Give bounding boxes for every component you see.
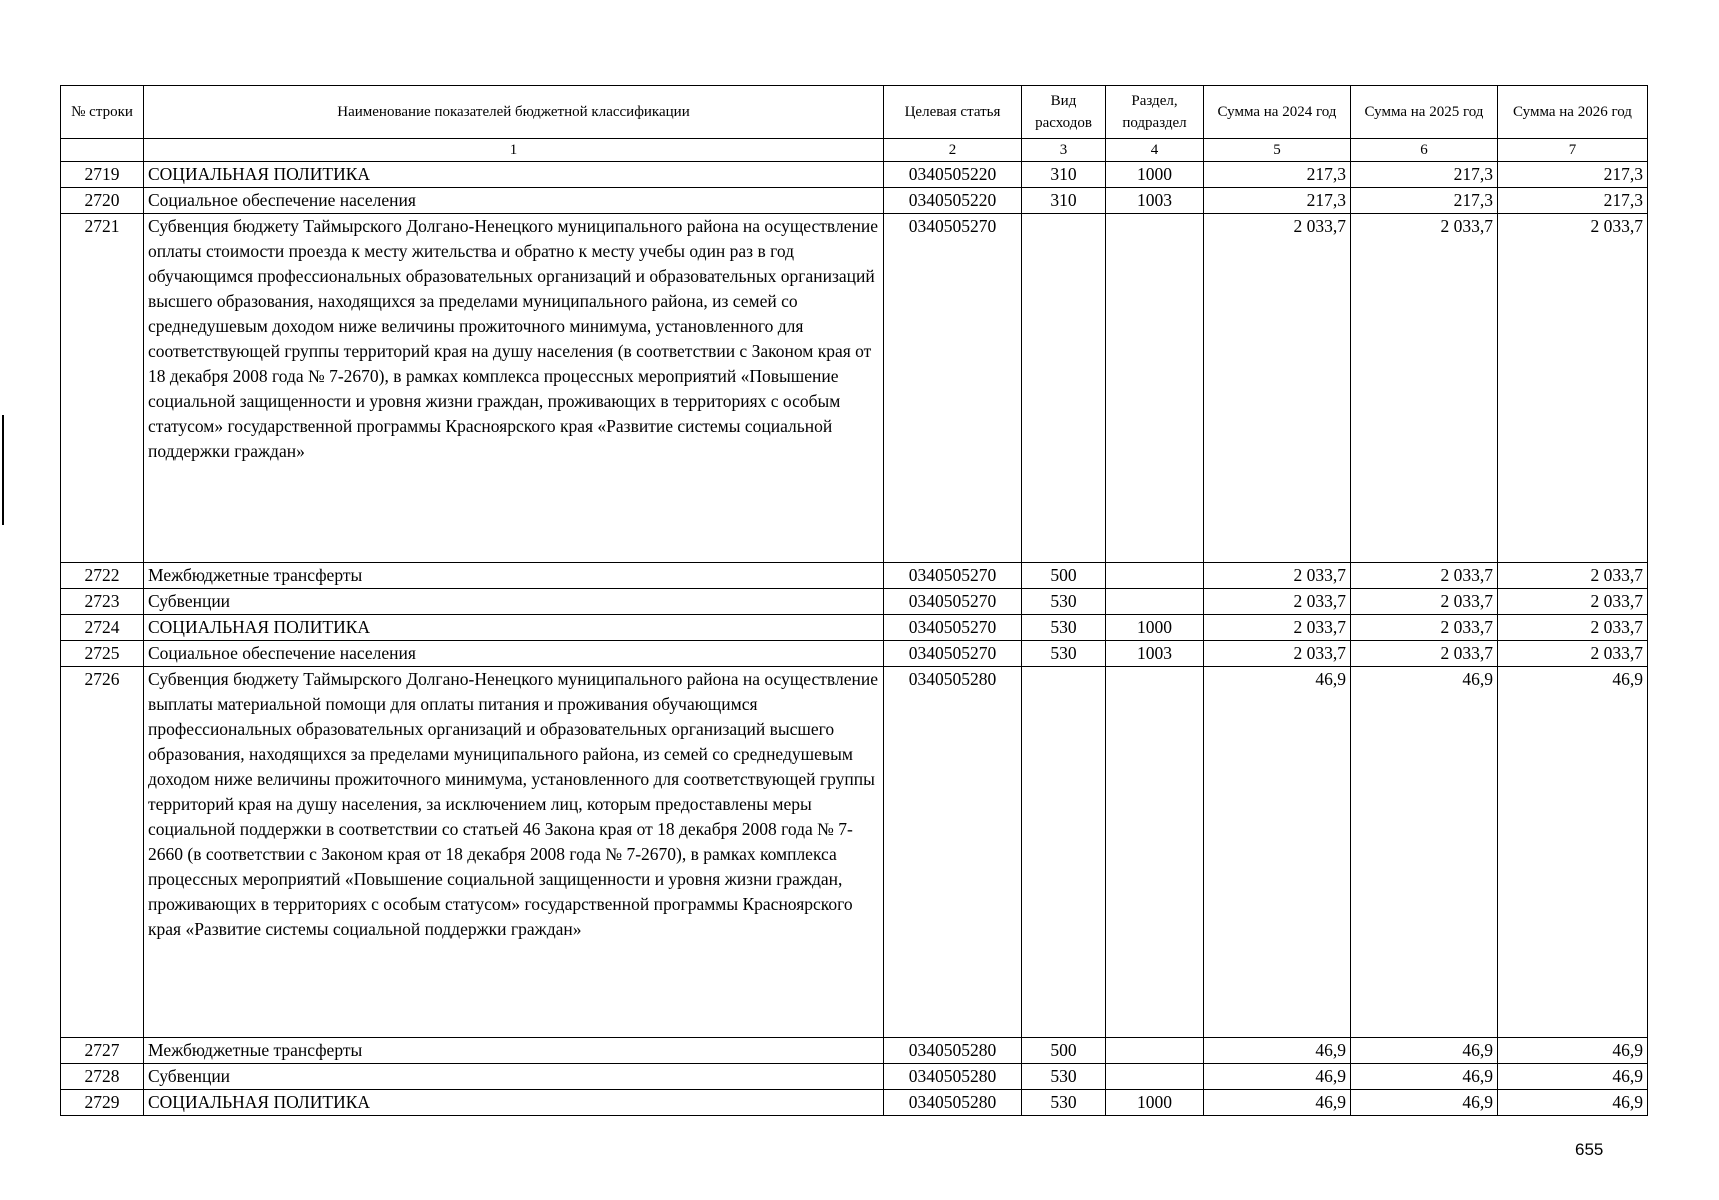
row-section xyxy=(1106,214,1204,563)
row-sum-2024: 217,3 xyxy=(1204,162,1351,188)
row-sum-2026: 46,9 xyxy=(1498,667,1648,1038)
row-sum-2025: 46,9 xyxy=(1351,667,1498,1038)
row-sum-2025: 2 033,7 xyxy=(1351,641,1498,667)
row-section: 1003 xyxy=(1106,641,1204,667)
row-sum-2025: 2 033,7 xyxy=(1351,615,1498,641)
row-target-code: 0340505270 xyxy=(884,563,1022,589)
row-name: Субвенция бюджету Таймырского Долгано-Ненецкого муниципального района на осуществление выплаты материальной помощи для оплаты питания и проживания обучающимся профессиональных образовательных организаций и образовательных организаций высшего образования, находящихся за пределами муниципального района, из семей со среднедушевым доходом ниже величины прожиточного минимума, установленного для соответствующей группы территорий края на душу населения, за исключением лиц, которым предоставлены меры социальной поддержки в соответствии со статьей 46 Закона края от 18 декабря 2008 года № 7-2660 (в соответствии с Законом края от 18 декабря 2008 года № 7-2670), в рамках комплекса процессных мероприятий «Повышение социальной защищенности и уровня жизни граждан, проживающих в территориях с особым статусом» государственной программы Красноярского края «Развитие системы социальной поддержки граждан» xyxy=(144,667,884,1038)
row-expense-type: 530 xyxy=(1022,641,1106,667)
table-row xyxy=(61,214,1648,563)
row-sum-2024: 2 033,7 xyxy=(1204,563,1351,589)
column-number: 6 xyxy=(1351,139,1498,162)
table-row xyxy=(61,615,1648,641)
table-row xyxy=(61,563,1648,589)
row-expense-type: 500 xyxy=(1022,563,1106,589)
row-number: 2721 xyxy=(61,214,144,563)
header-name: Наименование показателей бюджетной классификации xyxy=(144,86,884,139)
page-number: 655 xyxy=(1575,1140,1604,1159)
row-expense-type xyxy=(1022,214,1106,563)
row-target-code: 0340505220 xyxy=(884,162,1022,188)
row-sum-2025: 46,9 xyxy=(1351,1038,1498,1064)
row-target-code: 0340505280 xyxy=(884,1038,1022,1064)
row-sum-2026: 2 033,7 xyxy=(1498,615,1648,641)
row-number: 2728 xyxy=(61,1064,144,1090)
header-sum-2025: Сумма на 2025 год xyxy=(1351,86,1498,139)
row-sum-2024: 46,9 xyxy=(1204,667,1351,1038)
row-sum-2026: 2 033,7 xyxy=(1498,641,1648,667)
row-target-code: 0340505270 xyxy=(884,641,1022,667)
row-name: Межбюджетные трансферты xyxy=(144,1038,884,1064)
row-number: 2724 xyxy=(61,615,144,641)
row-name: Субвенции xyxy=(144,589,884,615)
row-name: СОЦИАЛЬНАЯ ПОЛИТИКА xyxy=(144,1090,884,1116)
row-number: 2722 xyxy=(61,563,144,589)
row-section: 1000 xyxy=(1106,1090,1204,1116)
row-sum-2025: 2 033,7 xyxy=(1351,563,1498,589)
row-sum-2025: 2 033,7 xyxy=(1351,214,1498,563)
row-sum-2025: 46,9 xyxy=(1351,1064,1498,1090)
table-row xyxy=(61,667,1648,1038)
row-section xyxy=(1106,563,1204,589)
row-sum-2026: 2 033,7 xyxy=(1498,589,1648,615)
scan-edge-mark xyxy=(2,415,4,525)
table-row xyxy=(61,1064,1648,1090)
header-sum-2026: Сумма на 2026 год xyxy=(1498,86,1648,139)
row-expense-type: 310 xyxy=(1022,162,1106,188)
row-expense-type: 530 xyxy=(1022,615,1106,641)
column-number: 3 xyxy=(1022,139,1106,162)
row-sum-2026: 2 033,7 xyxy=(1498,563,1648,589)
row-section xyxy=(1106,1064,1204,1090)
row-number: 2720 xyxy=(61,188,144,214)
row-target-code: 0340505220 xyxy=(884,188,1022,214)
table-row xyxy=(61,589,1648,615)
table-row xyxy=(61,162,1648,188)
row-number: 2726 xyxy=(61,667,144,1038)
row-target-code: 0340505270 xyxy=(884,589,1022,615)
row-sum-2024: 2 033,7 xyxy=(1204,641,1351,667)
row-target-code: 0340505270 xyxy=(884,615,1022,641)
row-sum-2024: 2 033,7 xyxy=(1204,214,1351,563)
row-section: 1000 xyxy=(1106,162,1204,188)
row-sum-2026: 46,9 xyxy=(1498,1090,1648,1116)
row-sum-2026: 46,9 xyxy=(1498,1064,1648,1090)
table-row xyxy=(61,1090,1648,1116)
row-target-code: 0340505280 xyxy=(884,1064,1022,1090)
row-section xyxy=(1106,667,1204,1038)
row-section: 1000 xyxy=(1106,615,1204,641)
row-target-code: 0340505280 xyxy=(884,667,1022,1038)
row-expense-type: 530 xyxy=(1022,1064,1106,1090)
row-sum-2024: 2 033,7 xyxy=(1204,589,1351,615)
table-row xyxy=(61,1038,1648,1064)
row-sum-2025: 217,3 xyxy=(1351,188,1498,214)
row-number: 2719 xyxy=(61,162,144,188)
row-sum-2025: 217,3 xyxy=(1351,162,1498,188)
table-row xyxy=(61,188,1648,214)
row-sum-2025: 46,9 xyxy=(1351,1090,1498,1116)
row-number: 2727 xyxy=(61,1038,144,1064)
column-number-row xyxy=(61,139,1648,162)
row-expense-type: 530 xyxy=(1022,1090,1106,1116)
header-vid: Вид расходов xyxy=(1022,86,1106,139)
row-section xyxy=(1106,589,1204,615)
row-sum-2024: 2 033,7 xyxy=(1204,615,1351,641)
header-row-no: № строки xyxy=(61,86,144,139)
row-expense-type: 310 xyxy=(1022,188,1106,214)
column-number xyxy=(61,139,144,162)
budget-table xyxy=(60,85,1648,1116)
row-name: Субвенции xyxy=(144,1064,884,1090)
row-sum-2025: 2 033,7 xyxy=(1351,589,1498,615)
table-row xyxy=(61,641,1648,667)
row-name: СОЦИАЛЬНАЯ ПОЛИТИКА xyxy=(144,162,884,188)
row-name: Социальное обеспечение населения xyxy=(144,641,884,667)
row-section: 1003 xyxy=(1106,188,1204,214)
row-target-code: 0340505270 xyxy=(884,214,1022,563)
column-number: 7 xyxy=(1498,139,1648,162)
row-section xyxy=(1106,1038,1204,1064)
row-sum-2024: 217,3 xyxy=(1204,188,1351,214)
table-header-row xyxy=(61,86,1648,139)
row-name: Межбюджетные трансферты xyxy=(144,563,884,589)
row-number: 2723 xyxy=(61,589,144,615)
row-expense-type: 530 xyxy=(1022,589,1106,615)
header-sum-2024: Сумма на 2024 год xyxy=(1204,86,1351,139)
row-expense-type xyxy=(1022,667,1106,1038)
row-sum-2026: 2 033,7 xyxy=(1498,214,1648,563)
column-number: 4 xyxy=(1106,139,1204,162)
row-name: СОЦИАЛЬНАЯ ПОЛИТИКА xyxy=(144,615,884,641)
row-sum-2026: 217,3 xyxy=(1498,188,1648,214)
column-number: 1 xyxy=(144,139,884,162)
header-razdel: Раздел, подраздел xyxy=(1106,86,1204,139)
row-number: 2729 xyxy=(61,1090,144,1116)
row-name: Субвенция бюджету Таймырского Долгано-Ненецкого муниципального района на осуществление оплаты стоимости проезда к месту жительства и обратно к месту учебы один раз в год обучающимся профессиональных образовательных организаций и образовательных организаций высшего образования, находящихся за пределами муниципального района, из семей со среднедушевым доходом ниже величины прожиточного минимума, установленного для соответствующей группы территорий края на душу населения (в соответствии с Законом края от 18 декабря 2008 года № 7-2670), в рамках комплекса процессных мероприятий «Повышение социальной защищенности и уровня жизни граждан, проживающих в территориях с особым статусом» государственной программы Красноярского края «Развитие системы социальной поддержки граждан» xyxy=(144,214,884,563)
row-sum-2024: 46,9 xyxy=(1204,1038,1351,1064)
column-number: 2 xyxy=(884,139,1022,162)
row-sum-2024: 46,9 xyxy=(1204,1090,1351,1116)
column-number: 5 xyxy=(1204,139,1351,162)
row-name: Социальное обеспечение населения xyxy=(144,188,884,214)
header-code: Целевая статья xyxy=(884,86,1022,139)
row-number: 2725 xyxy=(61,641,144,667)
row-sum-2026: 46,9 xyxy=(1498,1038,1648,1064)
row-sum-2024: 46,9 xyxy=(1204,1064,1351,1090)
row-target-code: 0340505280 xyxy=(884,1090,1022,1116)
row-expense-type: 500 xyxy=(1022,1038,1106,1064)
row-sum-2026: 217,3 xyxy=(1498,162,1648,188)
